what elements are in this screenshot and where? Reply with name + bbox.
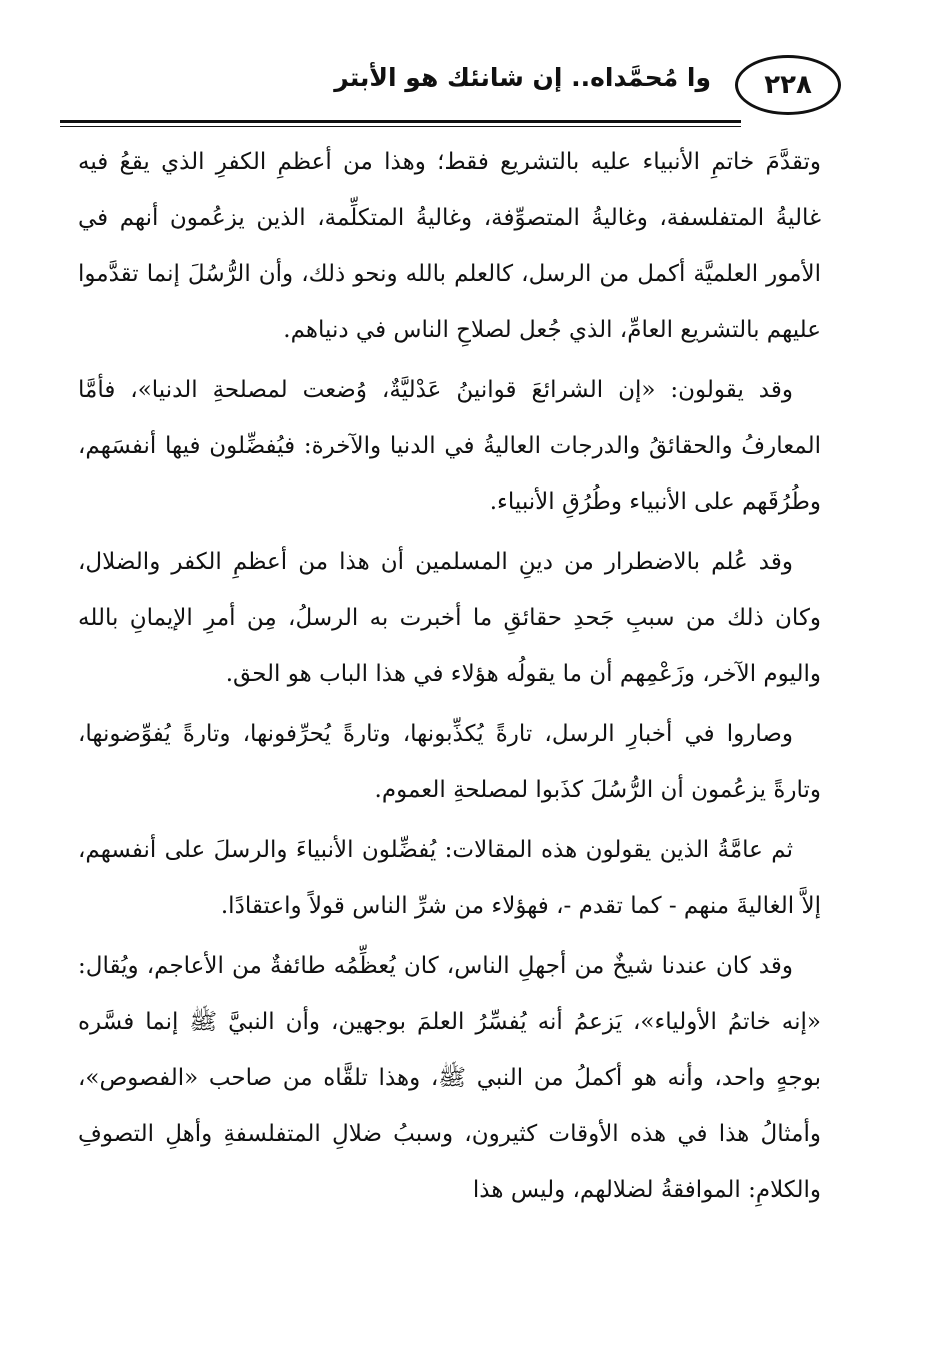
- paragraph: وصاروا في أخبارِ الرسل، تارةً يُكذِّبونها، وتارةً يُحرِّفونها، وتارةً يُفوِّضونها، وتارةً يزعُمون أن الرُّسُلَ كذَبوا لمصلحةِ العموم.: [78, 721, 821, 803]
- paragraph: وقد يقولون: «إن الشرائعَ قوانينُ عَدْليَّةٌ، وُضعت لمصلحةِ الدنيا»، فأمَّا المعارفُ والحقائقُ والدرجات العاليةُ في الدنيا والآخرة: فيُفضِّلون فيها أنفسَهم، وطُرُقَهم على الأنبياء وطُرُقِ الأنبياء.: [78, 377, 821, 515]
- paragraph: وقد كان عندنا شيخٌ من أجهلِ الناس، كان يُعظِّمُه طائفةٌ من الأعاجم، ويُقال: «إنه خاتمُ الأولياء»، يَزعمُ أنه يُفسِّرُ العلمَ بوجهين، وأن النبيَّ ﷺ إنما فسَّره بوجهٍ واحد، وأنه هو أكملُ من النبي ﷺ، وهذا تلقَّاه من صاحب «الفصوص»، وأمثالُ هذا في هذه الأوقات كثيرون، وسببُ ضلالِ المتفلسفةِ وأهلِ التصوفِ والكلامِ: الموافقةُ لضلالهم، وليس هذا: [78, 953, 821, 1203]
- header-rule: [60, 120, 741, 123]
- running-title: وا مُحمَّداه.. إن شانئك هو الأبتر: [334, 63, 711, 92]
- header-rule-thin: [60, 126, 741, 127]
- page-header: [60, 55, 841, 125]
- paragraph: ثم عامَّةُ الذين يقولون هذه المقالات: يُفضِّلون الأنبياءَ والرسلَ على أنفسهم، إلاَّ الغاليةَ منهم - كما تقدم -، فهؤلاء من شرِّ الناس قولاً واعتقادًا.: [78, 837, 821, 919]
- paragraph: وقد عُلم بالاضطرار من دينِ المسلمين أن هذا من أعظمِ الكفر والضلال، وكان ذلك من سببِ جَحدِ حقائقِ ما أخبرت به الرسلُ، مِن أمرِ الإيمانِ بالله واليوم الآخر، وزَعْمِهم أن ما يقولُه هؤلاء في هذا الباب هو الحق.: [78, 549, 821, 687]
- paragraph-continued: وتقدَّمَ خاتمِ الأنبياء عليه بالتشريع فقط؛ وهذا من أعظمِ الكفرِ الذي يقعُ فيه غاليةُ المتفلسفة، وغاليةُ المتصوِّفة، وغاليةُ المتكلِّمة، الذين يزعُمون أنهم في الأمور العلميَّة أكمل من الرسل، كالعلم بالله ونحو ذلك، وأن الرُّسُلَ إنما تقدَّموا عليهم بالتشريع العامِّ، الذي جُعل لصلاحِ الناس في دنياهم.: [78, 149, 821, 343]
- body-text: [78, 134, 821, 1222]
- page-number: ٢٢٨: [735, 55, 841, 115]
